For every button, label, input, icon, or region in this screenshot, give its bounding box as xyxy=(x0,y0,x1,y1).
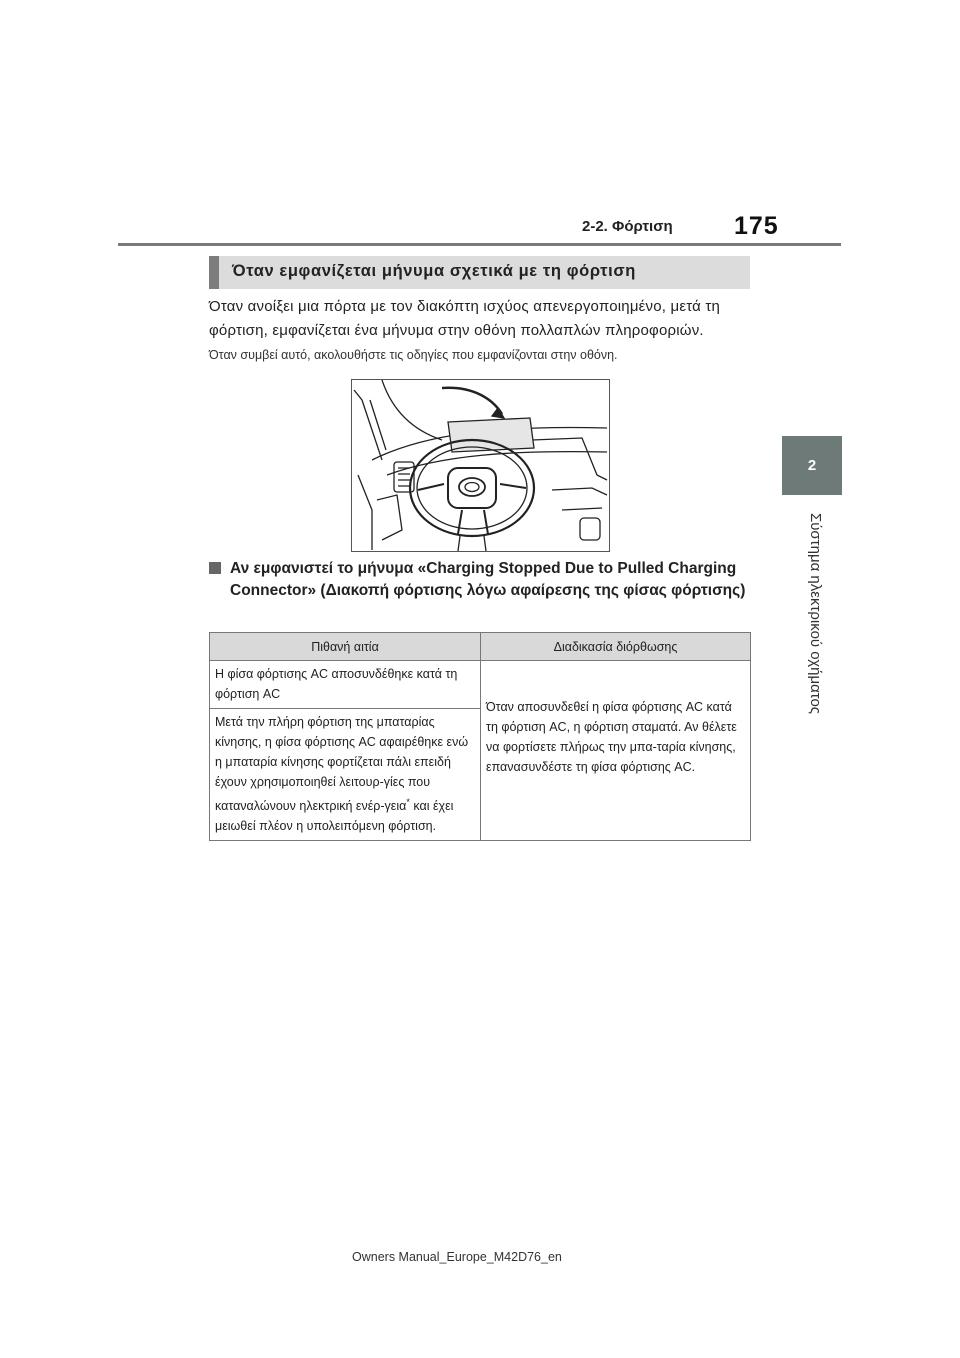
cause-cell: Η φίσα φόρτισης AC αποσυνδέθηκε κατά τη φόρτιση AC xyxy=(210,661,481,709)
section-label: 2-2. Φόρτιση xyxy=(582,218,673,235)
procedure-cell: Όταν αποσυνδεθεί η φίσα φόρτισης AC κατά τη φόρτιση AC, η φόρτιση σταματά. Αν θέλετε να φορτίσετε πλήρως την μπα-ταρία κίνησης, επανασυνδέστε τη φίσα φόρτισης AC. xyxy=(481,661,751,841)
chapter-title-text: Σύστημα ηλεκτρικού οχήματος xyxy=(807,512,824,715)
footer-text: Owners Manual_Europe_M42D76_en xyxy=(352,1250,562,1264)
dashboard-illustration xyxy=(351,379,610,552)
causes-table xyxy=(209,632,751,841)
cause-cell xyxy=(210,709,481,841)
intro-paragraph: Όταν ανοίξει μια πόρτα με τον διακόπτη ισχύος απενεργοποιημένο, μετά τη φόρτιση, εμφανίζεται ένα μήνυμα στην οθόνη πολλαπλών πληροφοριών. xyxy=(209,298,721,339)
table-row xyxy=(210,661,751,709)
chapter-tab: 2 xyxy=(782,436,842,495)
table-header-procedure: Διαδικασία διόρθωσης xyxy=(481,633,751,661)
cause-text: Μετά την πλήρη φόρτιση της μπαταρίας κίνησης, η φίσα φόρτισης AC αφαιρέθηκε ενώ η μπαταρία κίνησης φορτίζεται πάλι επειδή έχουν χρησιμοποιηθεί λειτουρ-γίες που καταναλώνουν ηλεκτρική ενέρ-γεια xyxy=(215,715,469,814)
header-divider xyxy=(118,243,841,246)
page-number: 175 xyxy=(734,212,779,240)
steering-wheel-drawing xyxy=(352,380,609,551)
note-paragraph: Όταν συμβεί αυτό, ακολουθήστε τις οδηγίες που εμφανίζονται στην οθόνη. xyxy=(209,348,618,362)
footnote-asterisk: * xyxy=(406,797,410,807)
table-header-row xyxy=(210,633,751,661)
subheading-text: Αν εμφανιστεί το μήνυμα «Charging Stopped Due to Pulled Charging Connector» (Διακοπή φόρτισης λόγω αφαίρεσης της φίσας φόρτισης) xyxy=(230,560,746,599)
section-heading: Όταν εμφανίζεται μήνυμα σχετικά με τη φόρτιση xyxy=(232,262,636,280)
table-header-cause: Πιθανή αιτία xyxy=(210,633,481,661)
cause-text-tail: και έχει μειωθεί πλέον η υπολειπόμενη φόρτιση. xyxy=(215,799,454,834)
section-heading-accent xyxy=(209,256,219,289)
section-heading-bar xyxy=(209,256,750,289)
chapter-title xyxy=(803,505,825,730)
subheading xyxy=(209,558,749,602)
square-bullet-icon xyxy=(209,562,221,574)
